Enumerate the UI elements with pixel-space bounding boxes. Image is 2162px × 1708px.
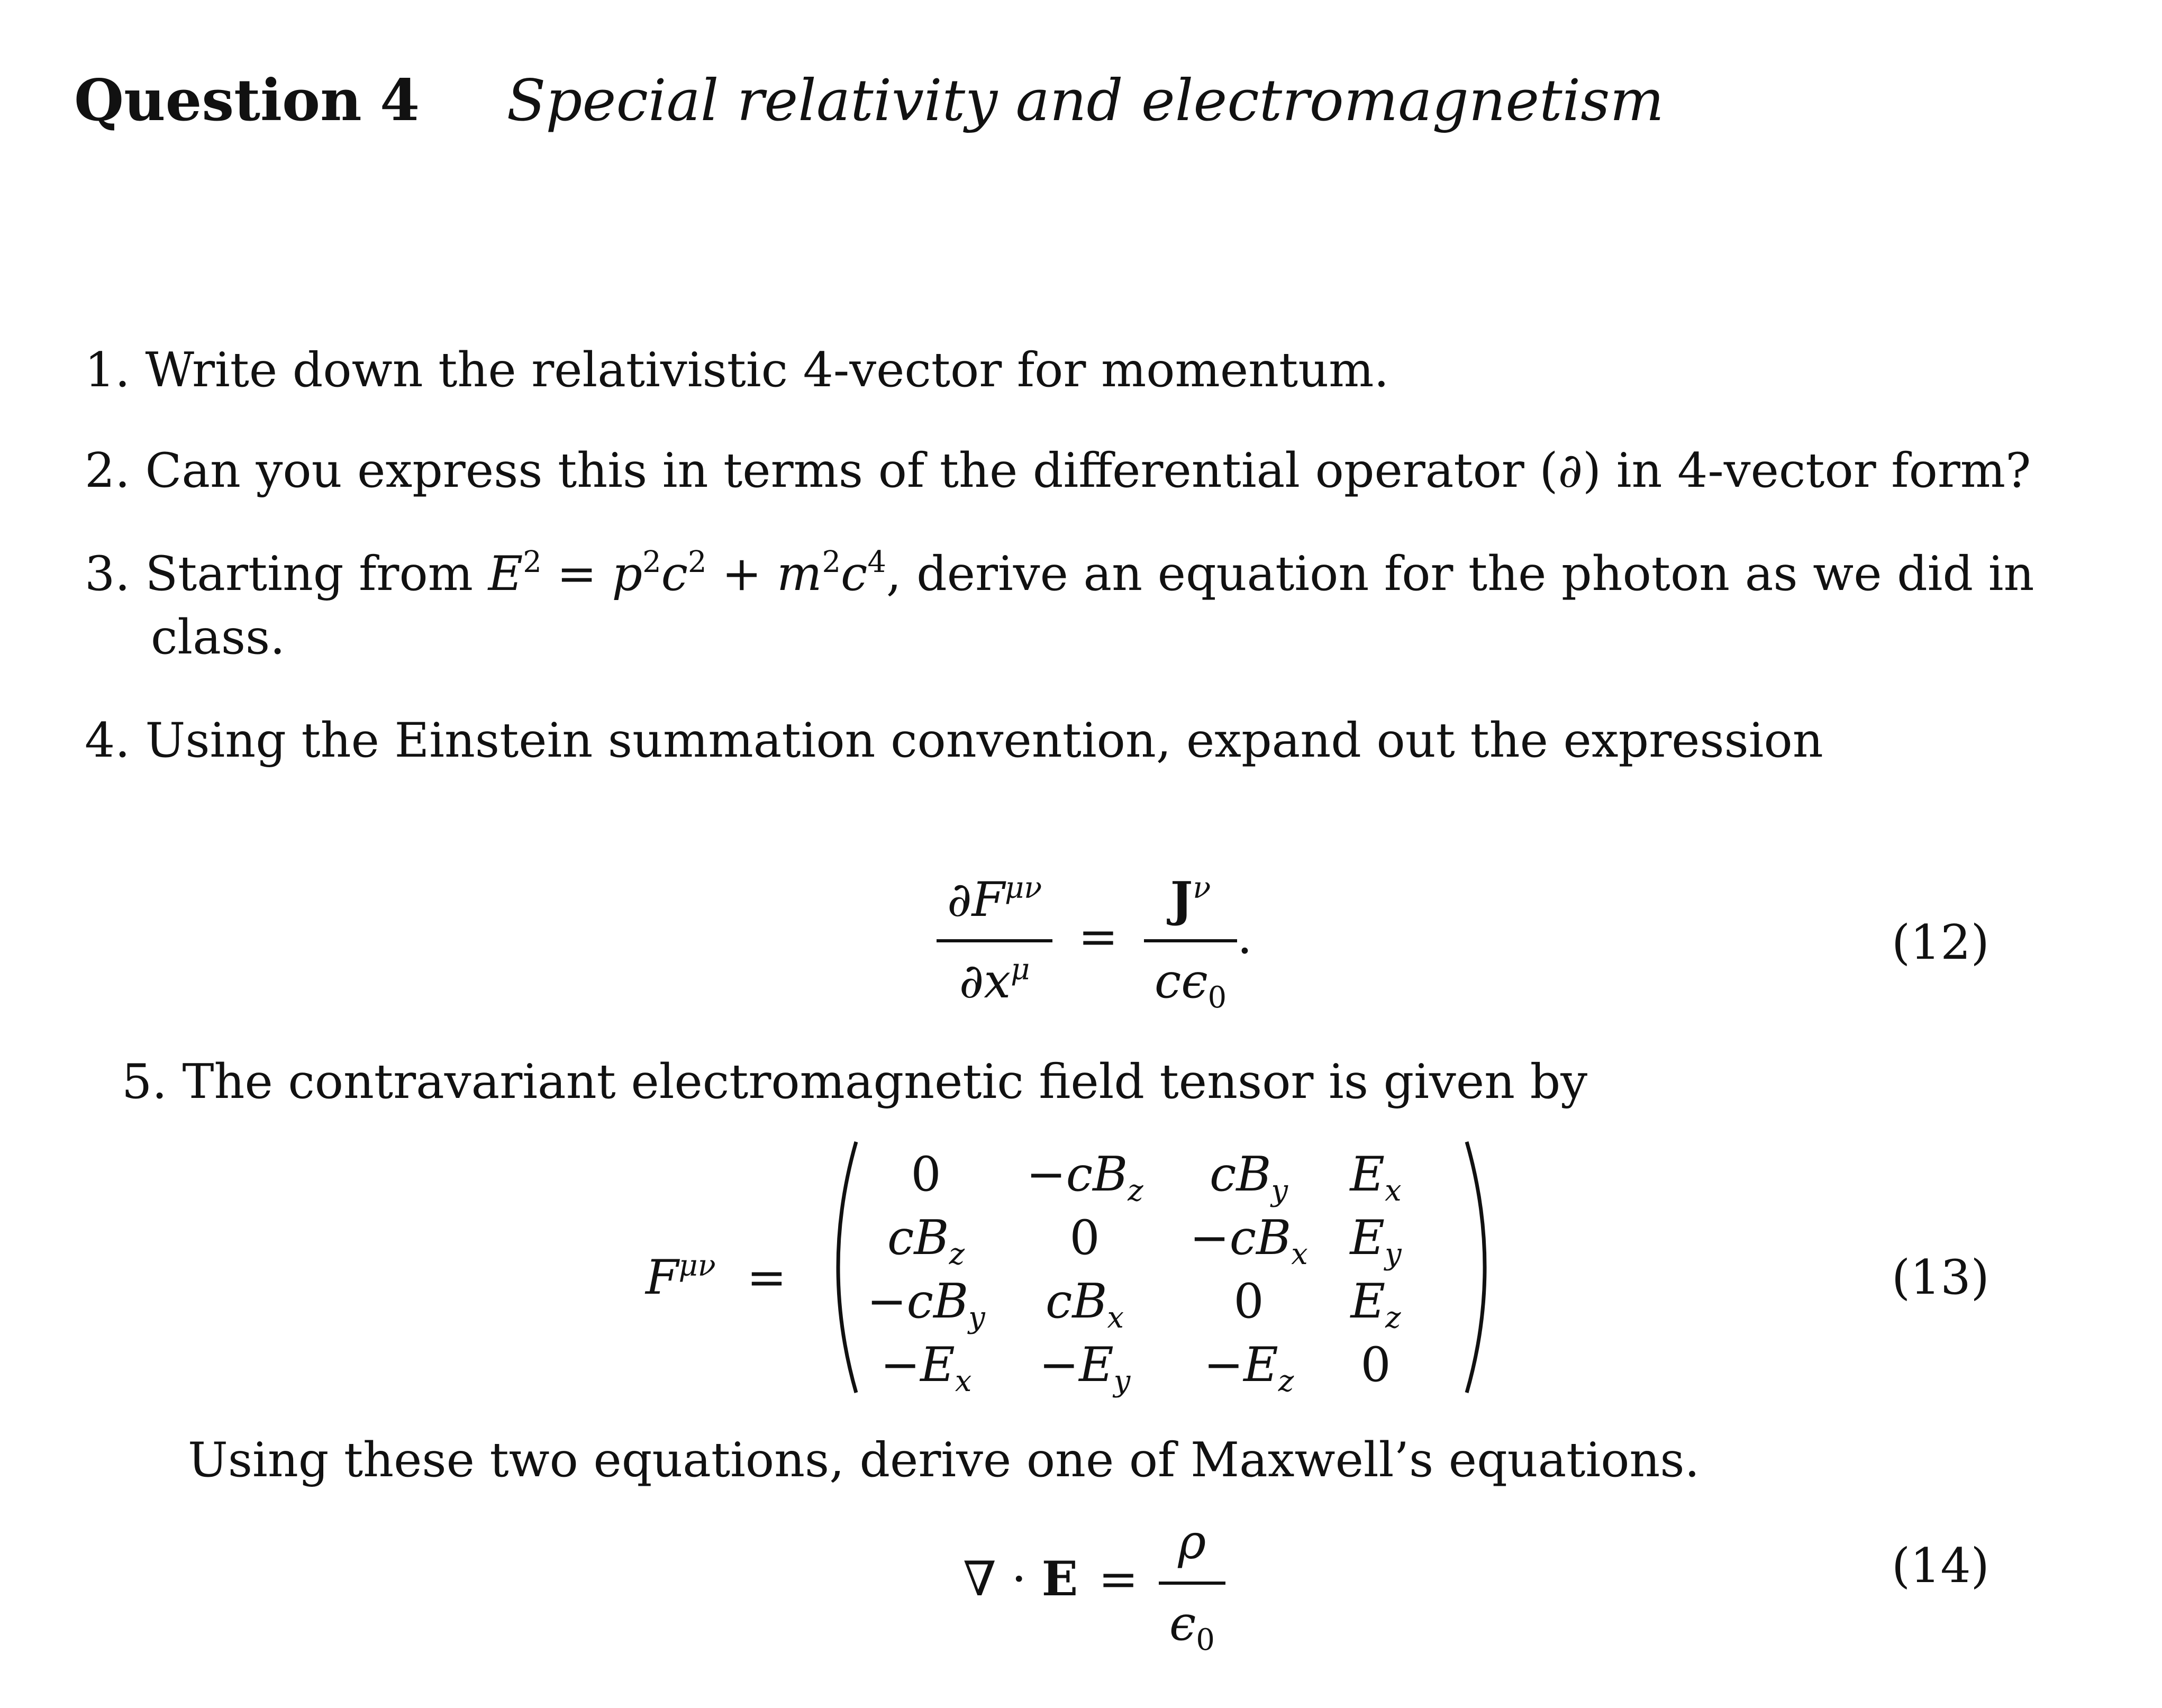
list-item-4 <box>85 709 1823 773</box>
energy-momentum-relation: $E^2 = p^2c^2 + m^2c^4$ <box>488 545 886 602</box>
matrix-cell: $E_x$ <box>1350 1147 1402 1208</box>
matrix-cell: $-E_z$ <box>1203 1337 1294 1398</box>
equation-number-14: (14) <box>1892 1538 1990 1594</box>
matrix-cell: $cB_x$ <box>1045 1274 1124 1335</box>
question-title: Special relativity and electromagnetism <box>506 68 1664 134</box>
fraction-dF-dx: $\frac{\partial F^{\mu\nu}}{\partial x^\mu}$ <box>937 868 1052 1013</box>
matrix-cell: $cB_z$ <box>887 1210 965 1271</box>
matrix-cell: 0 <box>911 1147 941 1202</box>
matrix-cell: $E_y$ <box>1350 1210 1402 1271</box>
question-heading <box>74 61 1664 141</box>
matrix-cell: $-cB_y$ <box>867 1274 985 1335</box>
equation-number-13: (13) <box>1892 1250 1990 1305</box>
matrix-cell: $cB_y$ <box>1209 1147 1288 1208</box>
list-item-2 <box>85 439 2031 503</box>
matrix-cell: 0 <box>1069 1210 1100 1266</box>
equation-number-12: (12) <box>1892 915 1990 970</box>
item-text: Using the Einstein summation convention, expand out the expression <box>145 713 1823 768</box>
equation-12: $\frac{\partial F^{\mu\nu}}{\partial x^\mu}$ = $\frac{J^\nu}{c\epsilon_0}$ . <box>937 868 1252 1013</box>
list-item-1 <box>85 339 1389 402</box>
item-text-before: Starting from <box>145 546 473 602</box>
item-text: Write down the relativistic 4-vector for momentum. <box>145 342 1389 398</box>
matrix-cell: $E_z$ <box>1350 1274 1401 1335</box>
matrix-cell: $-E_x$ <box>880 1337 972 1398</box>
item-number: 2. <box>85 443 130 498</box>
matrix-cell: 0 <box>1360 1337 1391 1393</box>
fraction-rho-e0: $\frac{\rho}{\epsilon_0}$ <box>1159 1511 1225 1656</box>
item-text: The contravariant electromagnetic field tensor is given by <box>182 1054 1588 1110</box>
list-item-3-continuation: class. <box>151 610 285 665</box>
question-label: Question <box>74 67 362 134</box>
matrix-cell: $-cB_x$ <box>1189 1210 1308 1271</box>
item-number: 3. <box>85 546 130 602</box>
tensor-symbol: $F^{\mu\nu}$ = <box>646 1249 787 1305</box>
item-text: Can you express this in terms of the differential operator (∂) in 4-vector form? <box>145 443 2031 498</box>
question-number: 4 <box>379 67 420 134</box>
item-text-after: , derive an equation for the photon as we did in <box>886 546 2034 602</box>
list-item-3 <box>85 542 2034 606</box>
item-5-followup: Using these two equations, derive one of Maxwell’s equations. <box>188 1432 1700 1488</box>
equation-14: ∇ · E = $\frac{\rho}{\epsilon_0}$ <box>963 1511 1225 1656</box>
matrix-cell: $-cB_z$ <box>1026 1147 1143 1208</box>
matrix-cell: $-E_y$ <box>1039 1337 1131 1398</box>
field-tensor-matrix <box>847 1143 1471 1398</box>
matrix-cell: 0 <box>1233 1274 1264 1329</box>
fraction-J-ce0: $\frac{J^\nu}{c\epsilon_0}$ <box>1144 868 1237 1013</box>
item-number: 1. <box>85 342 130 398</box>
item-number: 5. <box>122 1054 167 1110</box>
list-item-5 <box>122 1050 1587 1114</box>
item-number: 4. <box>85 713 130 768</box>
